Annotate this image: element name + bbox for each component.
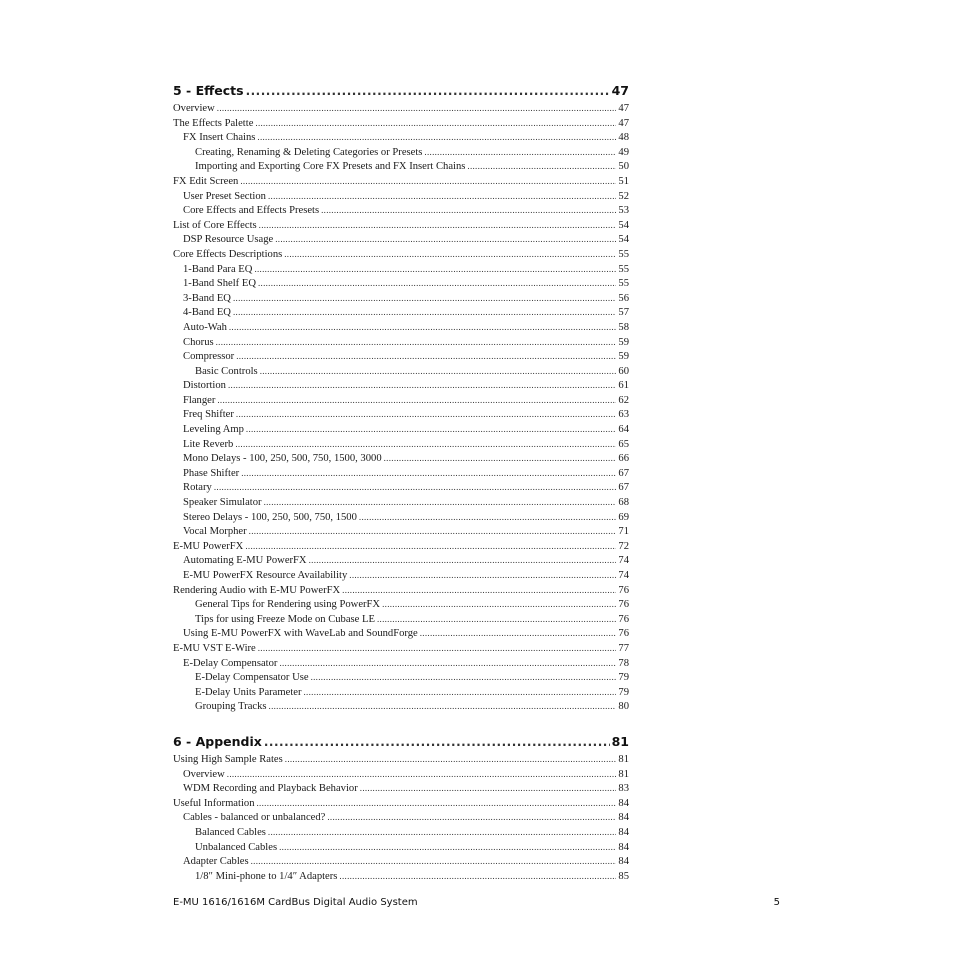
dot-leader xyxy=(254,262,616,278)
toc-entry[interactable] xyxy=(173,305,629,320)
entry-title: E-MU PowerFX Resource Availability xyxy=(183,570,348,581)
toc-entry[interactable] xyxy=(173,685,629,700)
toc-entry[interactable] xyxy=(173,767,629,782)
toc-entry[interactable] xyxy=(173,364,629,379)
dot-leader xyxy=(304,685,617,701)
dot-leader xyxy=(269,699,617,715)
dot-leader xyxy=(258,641,617,657)
entry-page-number: 47 xyxy=(618,103,629,114)
entry-title: Using E-MU PowerFX with WaveLab and SoundForge xyxy=(183,628,418,640)
entry-title: E-MU VST E-Wire xyxy=(173,642,256,654)
dot-leader xyxy=(251,854,617,870)
entry-title: Core Effects Descriptions xyxy=(173,248,283,260)
dot-leader xyxy=(257,130,616,146)
dot-leader xyxy=(249,524,617,540)
toc-entry[interactable] xyxy=(173,568,629,583)
entry-title: WDM Recording and Playback Behavior xyxy=(183,783,358,795)
toc-entry[interactable] xyxy=(173,335,629,350)
dot-leader xyxy=(233,305,616,321)
toc-entry[interactable] xyxy=(173,524,629,539)
entry-title: 1-Band Shelf EQ xyxy=(183,278,256,290)
entry-title: FX Edit Screen xyxy=(173,175,239,187)
entry-title: General Tips for Rendering using PowerFX xyxy=(195,599,381,611)
toc-entry[interactable] xyxy=(173,641,629,656)
entry-page-number: 84 xyxy=(618,856,629,868)
toc-entry[interactable] xyxy=(173,656,629,671)
entry-page-number: 84 xyxy=(618,841,629,853)
dot-leader xyxy=(424,145,616,161)
entry-title: E-Delay Units Parameter xyxy=(195,686,302,698)
dot-leader xyxy=(284,247,616,263)
toc-entry[interactable] xyxy=(173,553,629,568)
toc-entry[interactable] xyxy=(173,437,629,452)
entry-page-number: 68 xyxy=(618,497,629,509)
toc-entry[interactable] xyxy=(173,203,629,218)
toc-entry[interactable] xyxy=(173,407,629,422)
dot-leader xyxy=(349,568,616,584)
entry-page-number: 80 xyxy=(618,701,629,713)
entry-page-number: 74 xyxy=(618,555,629,567)
entry-page-number: 62 xyxy=(618,394,629,406)
toc-entry[interactable] xyxy=(173,145,629,160)
dot-leader xyxy=(233,291,616,307)
toc-entry[interactable] xyxy=(173,752,629,767)
footer-page-number: 5 xyxy=(773,897,780,908)
entry-page-number: 48 xyxy=(618,132,629,144)
dot-leader xyxy=(257,796,617,812)
toc-entry[interactable] xyxy=(173,378,629,393)
dot-leader xyxy=(246,422,617,438)
entry-page-number: 61 xyxy=(618,380,629,392)
entry-title: Rotary xyxy=(183,482,212,494)
entry-title: Creating, Renaming & Deleting Categories or Presets xyxy=(195,146,423,158)
entry-title: Adapter Cables xyxy=(183,856,249,868)
entry-page-number: 64 xyxy=(618,424,629,436)
entry-title: 3-Band EQ xyxy=(183,292,231,304)
toc-entry[interactable] xyxy=(173,612,629,627)
entry-title: Basic Controls xyxy=(195,365,258,377)
entry-page-number: 69 xyxy=(618,511,629,523)
entry-page-number: 57 xyxy=(618,307,629,319)
dot-leader xyxy=(342,583,616,599)
toc-entry[interactable] xyxy=(173,796,629,811)
chapter-title: 5 - Effects xyxy=(173,83,244,98)
entry-page-number: 84 xyxy=(618,826,629,838)
toc-entry[interactable] xyxy=(173,781,629,796)
dot-leader xyxy=(236,349,616,365)
entry-title: Stereo Delays - 100, 250, 500, 750, 1500 xyxy=(183,511,357,523)
entry-page-number: 58 xyxy=(618,321,629,333)
toc-chapter-heading[interactable] xyxy=(173,734,629,752)
entry-page-number: 76 xyxy=(618,613,629,625)
dot-leader xyxy=(420,626,617,642)
entry-page-number: 76 xyxy=(618,628,629,640)
entry-page-number: 47 xyxy=(618,117,629,129)
entry-page-number: 60 xyxy=(618,365,629,377)
toc-chapter-heading[interactable] xyxy=(173,83,629,101)
dot-leader xyxy=(227,767,617,783)
entry-title: E-MU PowerFX xyxy=(173,540,244,552)
entry-title: The Effects Palette xyxy=(173,117,254,129)
toc-entry[interactable] xyxy=(173,810,629,825)
toc-entry[interactable] xyxy=(173,699,629,714)
dot-leader xyxy=(268,189,616,205)
chapter-page-number: 81 xyxy=(611,733,629,749)
dot-leader xyxy=(339,869,616,885)
entry-title: Overview xyxy=(183,768,225,780)
dot-leader xyxy=(279,840,616,856)
entry-page-number: 76 xyxy=(618,599,629,611)
entry-page-number: 53 xyxy=(618,205,629,217)
entry-page-number: 84 xyxy=(618,797,629,809)
dot-leader xyxy=(245,539,616,555)
dot-leader xyxy=(235,437,616,453)
entry-page-number: 59 xyxy=(618,351,629,363)
dot-leader xyxy=(216,335,617,351)
dot-leader xyxy=(268,825,617,841)
entry-title: Distortion xyxy=(183,380,226,392)
dot-leader xyxy=(228,378,616,394)
toc-entry[interactable] xyxy=(173,480,629,495)
entry-title: 1-Band Para EQ xyxy=(183,263,253,275)
entry-page-number: 66 xyxy=(618,453,629,465)
entry-title: E-Delay Compensator Use xyxy=(195,672,309,684)
entry-title: Cables - balanced or unbalanced? xyxy=(183,812,326,824)
dot-leader xyxy=(264,734,610,749)
entry-page-number: 78 xyxy=(618,657,629,669)
chapter-title: 6 - Appendix xyxy=(173,733,262,749)
entry-page-number: 81 xyxy=(618,768,629,780)
entry-page-number: 65 xyxy=(618,438,629,450)
dot-leader xyxy=(259,218,617,234)
dot-leader xyxy=(255,116,616,132)
toc-entry[interactable] xyxy=(173,159,629,174)
entry-page-number: 55 xyxy=(618,278,629,290)
entry-page-number: 54 xyxy=(618,234,629,246)
dot-leader xyxy=(384,451,617,467)
toc-entry[interactable] xyxy=(173,189,629,204)
entry-title: Automating E-MU PowerFX xyxy=(183,555,307,567)
toc-entry[interactable] xyxy=(173,276,629,291)
dot-leader xyxy=(258,276,616,292)
entry-page-number: 55 xyxy=(618,263,629,275)
dot-leader xyxy=(240,174,616,190)
entry-title: Flanger xyxy=(183,394,216,406)
entry-title: Mono Delays - 100, 250, 500, 750, 1500, 3000 xyxy=(183,453,382,465)
toc-entry[interactable] xyxy=(173,393,629,408)
entry-title: Importing and Exporting Core FX Presets and FX Insert Chains xyxy=(195,161,466,173)
entry-title: List of Core Effects xyxy=(173,219,257,231)
dot-leader xyxy=(236,407,617,423)
entry-page-number: 71 xyxy=(618,526,629,538)
entry-title: Overview xyxy=(173,103,215,114)
toc-entry[interactable] xyxy=(173,869,629,884)
entry-title: DSP Resource Usage xyxy=(183,234,274,246)
toc-entry[interactable] xyxy=(173,626,629,641)
entry-title: Compressor xyxy=(183,351,235,363)
entry-title: Balanced Cables xyxy=(195,826,266,838)
entry-page-number: 55 xyxy=(618,248,629,260)
chapter-page-number: 47 xyxy=(611,83,629,98)
entry-title: E-Delay Compensator xyxy=(183,657,278,669)
entry-title: Grouping Tracks xyxy=(195,701,267,713)
entry-title: Core Effects and Effects Presets xyxy=(183,205,320,217)
toc-entry[interactable] xyxy=(173,130,629,145)
dot-leader xyxy=(214,480,617,496)
toc-entry[interactable] xyxy=(173,101,629,116)
dot-leader xyxy=(217,393,616,409)
entry-title: Tips for using Freeze Mode on Cubase LE xyxy=(195,613,375,625)
footer-document-title: E-MU 1616/1616M CardBus Digital Audio System xyxy=(173,897,418,908)
toc-entry[interactable] xyxy=(173,422,629,437)
entry-title: Useful Information xyxy=(173,797,255,809)
entry-title: Leveling Amp xyxy=(183,424,244,436)
entry-title: 4-Band EQ xyxy=(183,307,231,319)
entry-title: Auto-Wah xyxy=(183,321,227,333)
toc-entry[interactable] xyxy=(173,451,629,466)
entry-page-number: 52 xyxy=(618,190,629,202)
entry-page-number: 67 xyxy=(618,467,629,479)
toc-entry[interactable] xyxy=(173,232,629,247)
dot-leader xyxy=(264,495,617,511)
entry-page-number: 84 xyxy=(618,812,629,824)
toc-entry[interactable] xyxy=(173,291,629,306)
toc-entry[interactable] xyxy=(173,495,629,510)
entry-page-number: 83 xyxy=(618,783,629,795)
dot-leader xyxy=(382,597,616,613)
toc-entry[interactable] xyxy=(173,825,629,840)
entry-title: FX Insert Chains xyxy=(183,132,256,144)
entry-title: Rendering Audio with E-MU PowerFX xyxy=(173,584,341,596)
toc-entry[interactable] xyxy=(173,466,629,481)
entry-title: Unbalanced Cables xyxy=(195,841,278,853)
entry-title: Freq Shifter xyxy=(183,409,234,421)
section-spacer xyxy=(173,714,629,734)
dot-leader xyxy=(359,510,617,526)
entry-page-number: 50 xyxy=(618,161,629,173)
entry-page-number: 79 xyxy=(618,672,629,684)
toc-entry[interactable] xyxy=(173,539,629,554)
entry-page-number: 59 xyxy=(618,336,629,348)
entry-page-number: 74 xyxy=(618,570,629,581)
entry-title: User Preset Section xyxy=(183,190,266,202)
entry-title: Speaker Simulator xyxy=(183,497,262,509)
toc-entry[interactable] xyxy=(173,247,629,262)
dot-leader xyxy=(309,553,617,569)
entry-page-number: 56 xyxy=(618,292,629,304)
entry-page-number: 76 xyxy=(618,584,629,596)
entry-title: 1/8″ Mini-phone to 1/4″ Adapters xyxy=(195,870,338,882)
entry-title: Vocal Morpher xyxy=(183,526,247,538)
table-of-contents xyxy=(173,83,629,883)
dot-leader xyxy=(311,670,617,686)
entry-page-number: 85 xyxy=(618,870,629,882)
toc-entry[interactable] xyxy=(173,670,629,685)
dot-leader xyxy=(360,781,617,797)
dot-leader xyxy=(260,364,617,380)
dot-leader xyxy=(246,83,610,98)
dot-leader xyxy=(377,612,616,628)
entry-title: Using High Sample Rates xyxy=(173,753,283,765)
toc-entry[interactable] xyxy=(173,349,629,364)
entry-page-number: 49 xyxy=(618,146,629,158)
entry-page-number: 63 xyxy=(618,409,629,421)
dot-leader xyxy=(241,466,616,482)
toc-entry[interactable] xyxy=(173,597,629,612)
toc-entry[interactable] xyxy=(173,840,629,855)
toc-entry[interactable] xyxy=(173,174,629,189)
toc-entry[interactable] xyxy=(173,854,629,869)
dot-leader xyxy=(217,101,617,117)
entry-page-number: 51 xyxy=(618,175,629,187)
dot-leader xyxy=(327,810,616,826)
toc-entry[interactable] xyxy=(173,583,629,598)
entry-title: Lite Reverb xyxy=(183,438,234,450)
entry-page-number: 67 xyxy=(618,482,629,494)
entry-title: Chorus xyxy=(183,336,214,348)
entry-page-number: 77 xyxy=(618,642,629,654)
dot-leader xyxy=(467,159,616,175)
dot-leader xyxy=(229,320,617,336)
dot-leader xyxy=(279,656,616,672)
entry-page-number: 54 xyxy=(618,219,629,231)
entry-page-number: 79 xyxy=(618,686,629,698)
entry-title: Phase Shifter xyxy=(183,467,240,479)
toc-entry[interactable] xyxy=(173,116,629,131)
toc-entry[interactable] xyxy=(173,320,629,335)
dot-leader xyxy=(321,203,616,219)
dot-leader xyxy=(285,752,617,768)
toc-entry[interactable] xyxy=(173,218,629,233)
toc-entry[interactable] xyxy=(173,510,629,525)
entry-page-number: 81 xyxy=(618,753,629,765)
toc-entry[interactable] xyxy=(173,262,629,277)
entry-page-number: 72 xyxy=(618,540,629,552)
dot-leader xyxy=(275,232,616,248)
